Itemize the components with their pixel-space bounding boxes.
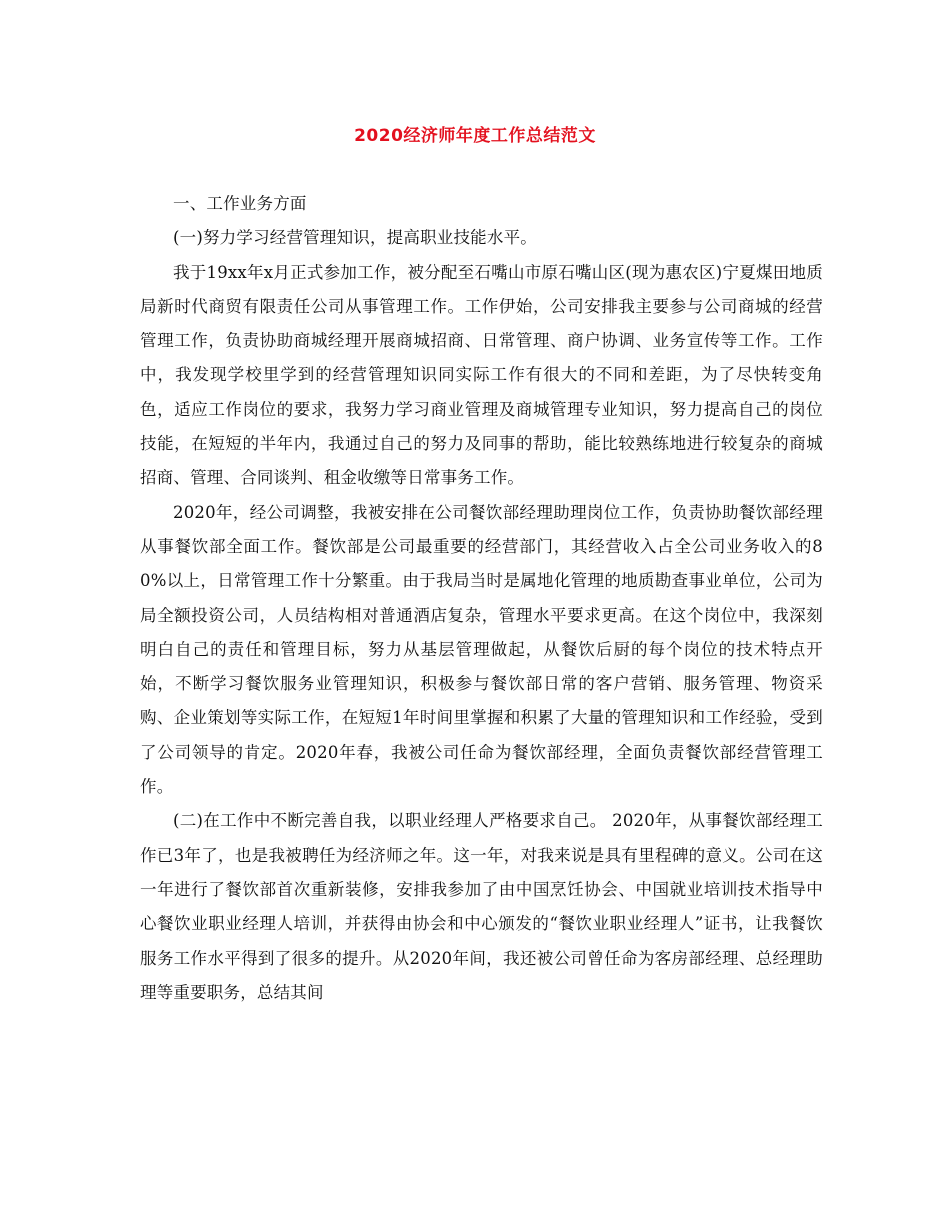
body-paragraph: (二)在工作中不断完善自我，以职业经理人严格要求自己。 2020年，从事餐饮部经理工作已3年了，也是我被聘任为经济师之年。这一年，对我来说是具有里程碑的意义。公司在这一年进行了餐饮部首次重新装修，安排我参加了由中国烹饪协会、中国就业培训技术指导中心餐饮业职业经理人培训，并获得由协会和中心颁发的“餐饮业职业经理人”证书，让我餐饮服务工作水平得到了很多的提升。从2020年间，我还被公司曾任命为客房部经理、总经理助理等重要职务，总结其间 [140,811,823,1002]
document-title: 2020经济师年度工作总结范文 [354,126,596,146]
body-paragraph: 我于19xx年x月正式参加工作，被分配至石嘴山市原石嘴山区(现为惠农区)宁夏煤田地质局新时代商贸有限责任公司从事管理工作。工作伊始，公司安排我主要参与公司商城的经营管理工作，负责协助商城经理开展商城招商、日常管理、商户协调、业务宣传等工作。工作中，我发现学校里学到的经营管理知识同实际工作有很大的不同和差距，为了尽快转变角色，适应工作岗位的要求，我努力学习商业管理及商城管理专业知识，努力提高自己的岗位技能，在短短的半年内，我通过自己的努力及同事的帮助，能比较熟练地进行较复杂的商城招商、管理、合同谈判、租金收缴等日常事务工作。 [140,262,823,488]
section-heading: 一、工作业务方面 [173,194,307,213]
body-paragraph: 2020年，经公司调整，我被安排在公司餐饮部经理助理岗位工作，负责协助餐饮部经理从事餐饮部全面工作。餐饮部是公司最重要的经营部门，其经营收入占全公司业务收入的80%以上，日常管理工作十分繁重。由于我局当时是属地化管理的地质勘查事业单位，公司为局全额投资公司，人员结构相对普通酒店复杂，管理水平要求更高。在这个岗位中，我深刻明白自己的责任和管理目标，努力从基层管理做起，从餐饮后厨的每个岗位的技术特点开始，不断学习餐饮服务业管理知识，积极参与餐饮部日常的客户营销、服务管理、物资采购、企业策划等实际工作，在短短1年时间里掌握和积累了大量的管理知识和工作经验，受到了公司领导的肯定。2020年春，我被公司任命为餐饮部经理，全面负责餐饮部经营管理工作。 [140,502,823,797]
document-body [140,187,823,1010]
subsection-heading: (一)努力学习经营管理知识，提高职业技能水平。 [173,228,537,248]
